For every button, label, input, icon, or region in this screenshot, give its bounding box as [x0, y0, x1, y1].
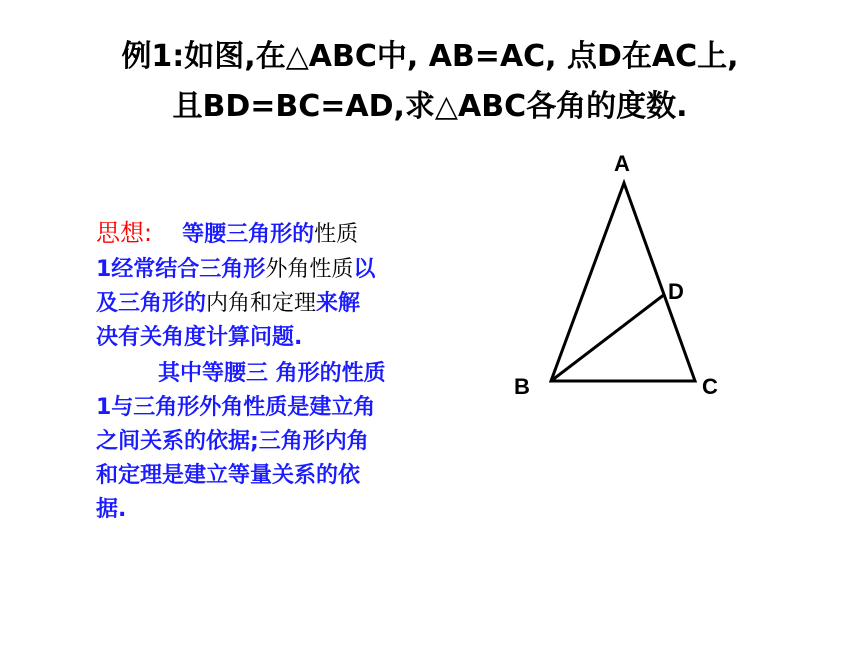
- idea-line-7: 之间关系的依据;三角形内角: [96, 429, 369, 454]
- idea-text-1b: 性质: [314, 222, 359, 247]
- idea-text-5: 其中等腰三 角形的性质: [158, 361, 386, 386]
- idea-line-9: 据.: [96, 497, 127, 522]
- vertex-label-d: D: [668, 279, 684, 304]
- title-line-2: 且BD=BC=AD,求△ABC各角的度数.: [172, 89, 688, 124]
- idea-text-1a: 等腰三角形的: [182, 222, 315, 247]
- idea-text-2a: 1经常结合三角形: [96, 257, 266, 282]
- vertex-label-b: B: [514, 374, 530, 399]
- vertex-label-a: A: [614, 151, 630, 176]
- idea-text-3c: 来解: [316, 291, 361, 316]
- idea-line-4: 决有关角度计算问题.: [96, 325, 303, 350]
- vertex-label-c: C: [702, 374, 718, 399]
- idea-text-2b: 外角性质: [265, 257, 354, 282]
- idea-text-3a: 及三角形的: [96, 291, 207, 316]
- title-line-1: 例1:如图,在△ABC中, AB=AC, 点D在AC上,: [121, 39, 739, 74]
- idea-label: 思想:: [96, 219, 153, 247]
- idea-text-3b: 内角和定理: [206, 291, 317, 316]
- idea-line-6: 1与三角形外角性质是建立角: [96, 395, 376, 420]
- idea-line-8: 和定理是建立等量关系的依: [96, 463, 361, 488]
- idea-text-2c: 以: [353, 257, 376, 282]
